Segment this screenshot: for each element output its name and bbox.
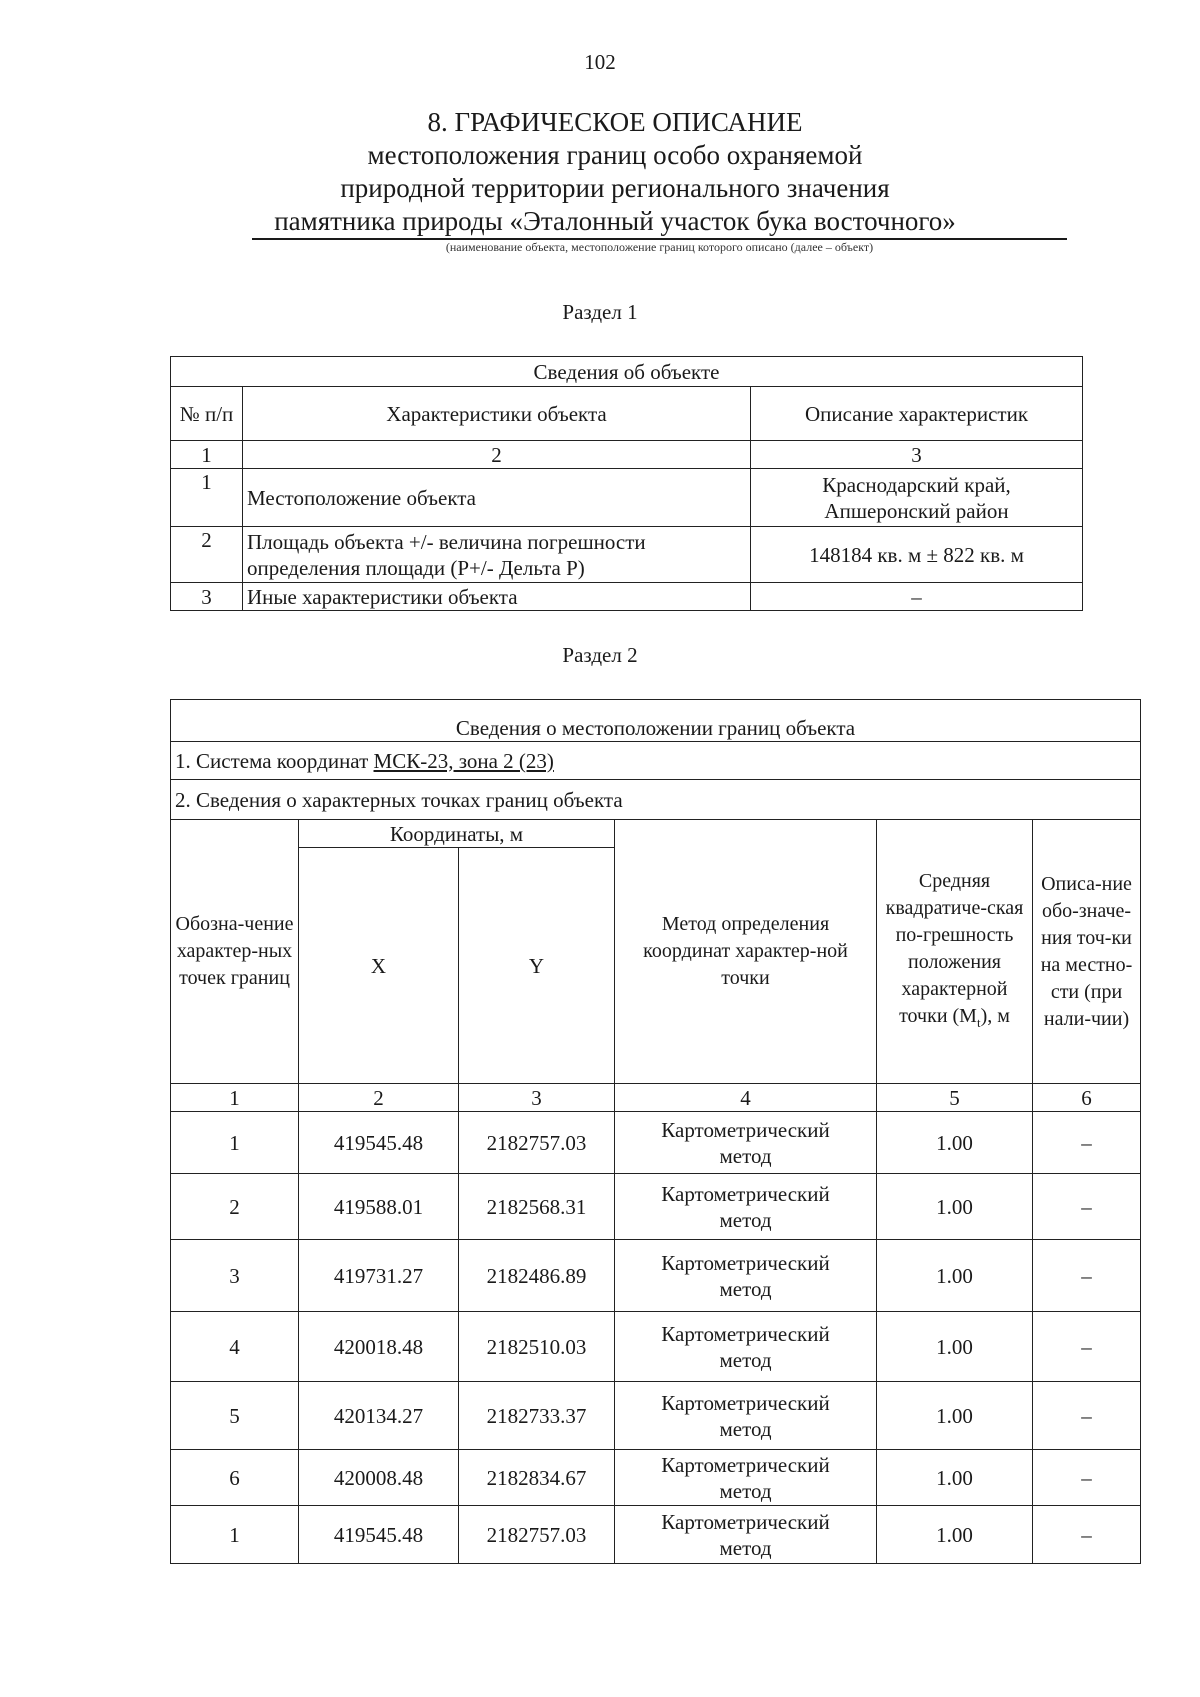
col-number: 5: [877, 1084, 1033, 1112]
point-method-line: Картометрический: [661, 1452, 830, 1477]
header-error-text: Средняя квадратиче-ская по-грешность положения характерной точки (M: [885, 869, 1024, 1027]
col-number: 2: [243, 441, 751, 469]
header-x: X: [299, 848, 459, 1084]
title-line-2: местоположения границ особо охраняемой: [367, 140, 863, 170]
header-error-subscript: t: [976, 1014, 981, 1030]
col-number: 1: [171, 441, 243, 469]
point-y: 2182757.03: [459, 1112, 615, 1174]
document-title: [160, 106, 1070, 238]
row-num: 2: [171, 527, 243, 583]
point-method: [615, 1450, 877, 1506]
point-description: –: [1033, 1174, 1141, 1240]
points-title: 2. Сведения о характерных точках границ объекта: [171, 780, 1141, 820]
point-method-line: метод: [719, 1478, 772, 1503]
table-row: [171, 469, 1083, 527]
row-name: Иные характеристики объекта: [243, 583, 751, 611]
point-method: [615, 1240, 877, 1312]
row-name-line: Площадь объекта +/- величина погрешности: [247, 529, 646, 554]
point-x: 420008.48: [299, 1450, 459, 1506]
object-info-table: [170, 356, 1083, 611]
header-designation: Обозна-чение характер-ных точек границ: [171, 820, 299, 1084]
row-value: [751, 469, 1083, 527]
point-description: –: [1033, 1112, 1141, 1174]
point-method-line: метод: [719, 1416, 772, 1441]
table-row: [171, 1506, 1141, 1564]
page-number: 102: [584, 50, 616, 74]
point-x: 419545.48: [299, 1112, 459, 1174]
point-x: 420134.27: [299, 1382, 459, 1450]
col-number: 3: [751, 441, 1083, 469]
title-line-4: памятника природы «Эталонный участок бука восточного»: [274, 206, 956, 236]
object-info-table-title: Сведения об объекте: [171, 357, 1083, 387]
col-number: 1: [171, 1084, 299, 1112]
row-value-line: Апшеронский район: [824, 498, 1009, 523]
col-number: 2: [299, 1084, 459, 1112]
point-number: 6: [171, 1450, 299, 1506]
table-row: [171, 1450, 1141, 1506]
boundary-points-table: [170, 699, 1141, 1564]
table-row: [171, 1112, 1141, 1174]
col-number: 3: [459, 1084, 615, 1112]
row-name-line: определения площади (P+/- Дельта P): [247, 555, 585, 580]
row-num: 3: [171, 583, 243, 611]
coordinate-system-value: МСК-23, зона 2 (23): [373, 748, 554, 773]
table-row: [171, 1382, 1141, 1450]
point-error: 1.00: [877, 1312, 1033, 1382]
point-number: 2: [171, 1174, 299, 1240]
point-error: 1.00: [877, 1174, 1033, 1240]
point-y: 2182733.37: [459, 1382, 615, 1450]
section-1-label: Раздел 1: [562, 300, 638, 324]
coordinate-system-label: 1. Система координат: [175, 748, 374, 773]
point-error: 1.00: [877, 1506, 1033, 1564]
table-row: [171, 583, 1083, 611]
table-row: [171, 1312, 1141, 1382]
table-row: [171, 1240, 1141, 1312]
point-x: 419545.48: [299, 1506, 459, 1564]
point-description: –: [1033, 1240, 1141, 1312]
title-note: (наименование объекта, местоположение границ которого описано (далее – объект): [445, 240, 874, 254]
point-y: 2182510.03: [459, 1312, 615, 1382]
point-description: –: [1033, 1450, 1141, 1506]
point-y: 2182486.89: [459, 1240, 615, 1312]
row-value: 148184 кв. м ± 822 кв. м: [751, 527, 1083, 583]
point-method: [615, 1112, 877, 1174]
points-body: [171, 1112, 1141, 1564]
header-num: № п/п: [171, 387, 243, 441]
point-number: 5: [171, 1382, 299, 1450]
point-method: [615, 1506, 877, 1564]
section-2-label: Раздел 2: [562, 643, 638, 667]
point-number: 1: [171, 1506, 299, 1564]
header-error: [877, 820, 1033, 1084]
point-y: 2182834.67: [459, 1450, 615, 1506]
point-method-line: Картометрический: [661, 1509, 830, 1534]
point-method: [615, 1382, 877, 1450]
point-y: 2182568.31: [459, 1174, 615, 1240]
point-method-line: метод: [719, 1535, 772, 1560]
col-number: 4: [615, 1084, 877, 1112]
header-method: Метод определения координат характер-ной точки: [615, 820, 877, 1084]
row-name: [243, 527, 751, 583]
point-number: 3: [171, 1240, 299, 1312]
point-error: 1.00: [877, 1382, 1033, 1450]
point-number: 4: [171, 1312, 299, 1382]
point-method-line: Картометрический: [661, 1250, 830, 1275]
header-characteristics: Характеристики объекта: [243, 387, 751, 441]
point-y: 2182757.03: [459, 1506, 615, 1564]
header-error-unit: ), м: [980, 1004, 1010, 1027]
header-description: Описание характеристик: [751, 387, 1083, 441]
point-method-line: метод: [719, 1347, 772, 1372]
title-line-1: 8. ГРАФИЧЕСКОЕ ОПИСАНИЕ: [427, 107, 803, 137]
row-num: 1: [171, 469, 243, 527]
point-method: [615, 1174, 877, 1240]
point-description: –: [1033, 1312, 1141, 1382]
point-method-line: метод: [719, 1276, 772, 1301]
point-number: 1: [171, 1112, 299, 1174]
coordinate-system: [171, 742, 1141, 780]
table-row: [171, 1174, 1141, 1240]
row-name: Местоположение объекта: [243, 469, 751, 527]
point-error: 1.00: [877, 1112, 1033, 1174]
table-row: [171, 527, 1083, 583]
point-method: [615, 1312, 877, 1382]
boundary-table-title: Сведения о местоположении границ объекта: [171, 700, 1141, 742]
row-value: –: [751, 583, 1083, 611]
point-x: 419588.01: [299, 1174, 459, 1240]
col-number: 6: [1033, 1084, 1141, 1112]
point-method-line: Картометрический: [661, 1181, 830, 1206]
header-point-description: Описа-ние обо-значе-ния точ-ки на местно-сти (при нали-чии): [1033, 820, 1141, 1084]
title-line-3: природной территории регионального значения: [340, 173, 890, 203]
row-value-line: Краснодарский край,: [822, 472, 1011, 497]
point-method-line: метод: [719, 1143, 772, 1168]
point-method-line: Картометрический: [661, 1117, 830, 1142]
header-y: Y: [459, 848, 615, 1084]
point-method-line: Картометрический: [661, 1321, 830, 1346]
header-coordinates: Координаты, м: [299, 820, 615, 848]
point-description: –: [1033, 1506, 1141, 1564]
point-method-line: Картометрический: [661, 1390, 830, 1415]
point-x: 420018.48: [299, 1312, 459, 1382]
point-x: 419731.27: [299, 1240, 459, 1312]
point-method-line: метод: [719, 1207, 772, 1232]
point-error: 1.00: [877, 1240, 1033, 1312]
point-description: –: [1033, 1382, 1141, 1450]
point-error: 1.00: [877, 1450, 1033, 1506]
